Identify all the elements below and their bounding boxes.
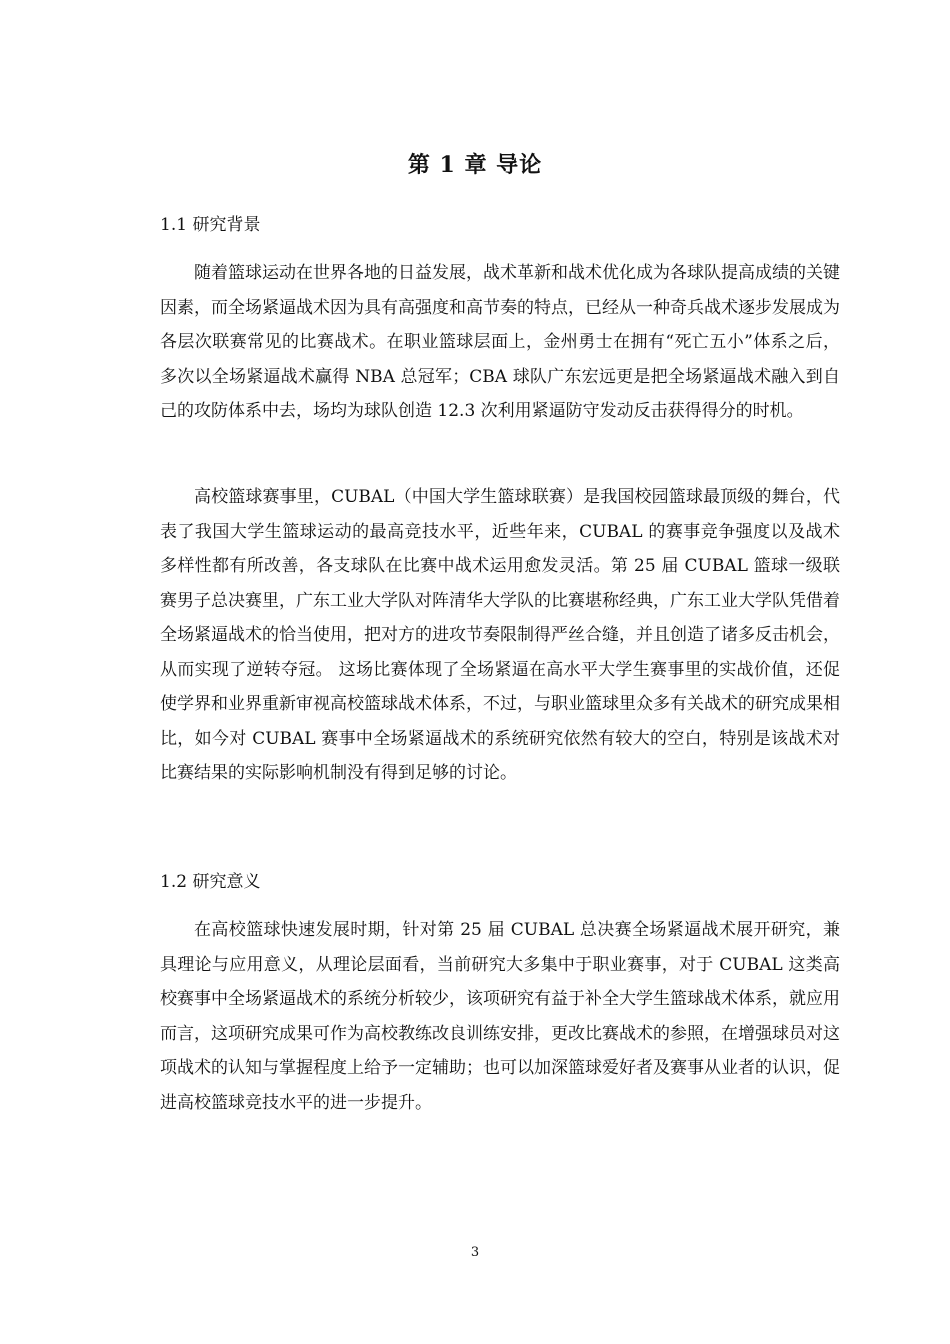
section-heading-1-2: 1.2 研究意义: [160, 872, 261, 892]
paragraph-significance: 在高校篮球快速发展时期，针对第 25 届 CUBAL 总决赛全场紧逼战术展开研究，兼具理论与应用意义，从理论层面看，当前研究大多集中于职业赛事，对于 CUBAL 这类高校赛事中全场紧逼战术的系统分析较少，该项研究有益于补全大学生篮球战术体系，就应用而言，这项研究成果可作为高校教练改良训练安排，更改比赛战术的参照，在增强球员对这项战术的认知与掌握程度上给予一定辅助；也可以加深篮球爱好者及赛事从业者的认识，促进高校篮球竞技水平的进一步提升。: [160, 920, 840, 1113]
paragraph-background-2: 高校篮球赛事里，CUBAL（中国大学生篮球联赛）是我国校园篮球最顶级的舞台，代表了我国大学生篮球运动的最高竞技水平，近些年来，CUBAL 的赛事竞争强度以及战术多样性都有所改善，各支球队在比赛中战术运用愈发灵活。第 25 届 CUBAL 篮球一级联赛男子总决赛里，广东工业大学队对阵清华大学队的比赛堪称经典，广东工业大学队凭借着全场紧逼战术的恰当使用，把对方的进攻节奏限制得严丝合缝，并且创造了诸多反击机会，从而实现了逆转夺冠。 这场比赛体现了全场紧逼在高水平大学生赛事里的实战价值，还促使学界和业界重新审视高校篮球战术体系，不过，与职业篮球里众多有关战术的研究成果相比，如今对 CUBAL 赛事中全场紧逼战术的系统研究依然有较大的空白，特别是该战术对比赛结果的实际影响机制没有得到足够的讨论。: [160, 487, 840, 783]
paragraph-background-1: 随着篮球运动在世界各地的日益发展，战术革新和战术优化成为各球队提高成绩的关键因素，而全场紧逼战术因为具有高强度和高节奏的特点，已经从一种奇兵战术逐步发展成为各层次联赛常见的比赛战术。在职业篮球层面上，金州勇士在拥有“死亡五小”体系之后，多次以全场紧逼战术赢得 NBA 总冠军；CBA 球队广东宏远更是把全场紧逼战术融入到自己的攻防体系中去，场均为球队创造 12.3 次利用紧逼防守发动反击获得得分的时机。: [160, 263, 840, 421]
page-number: 3: [470, 1245, 480, 1260]
chapter-title: 第 1 章 导论: [407, 152, 543, 178]
section-heading-1-1: 1.1 研究背景: [160, 215, 261, 235]
